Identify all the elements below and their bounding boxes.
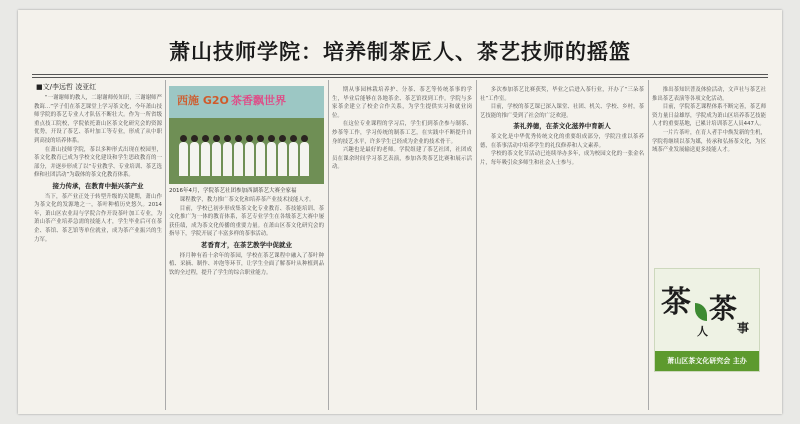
paragraph: 在这位专业课程的学习后，学生们到茶企参与制茶、炒茶等工作，学习传统的制茶工艺，在实践中不断提升自身的技艺水平，许多学生已经成为企业的技术骨干。 bbox=[332, 121, 472, 145]
newspaper-page bbox=[18, 10, 782, 414]
paragraph: 一片片茶叶，在育人者手中焕发新的生机，学院将继续以茶为媒，传承和弘扬茶文化，为区域茶产业发展输送更多技能人才。 bbox=[652, 129, 766, 154]
column-1 bbox=[34, 94, 162, 406]
paragraph: 茶文化是中华优秀传统文化的重要组成部分，学院注重以茶养德，在茶事活动中培养学生的礼仪修养和人文素养。 bbox=[480, 133, 644, 149]
column-3 bbox=[332, 86, 472, 408]
column-2 bbox=[169, 196, 324, 408]
logo-char: 茶 bbox=[709, 292, 738, 325]
headline-rule bbox=[32, 74, 768, 75]
subheading: 接力传承，在教育中振兴茶产业 bbox=[52, 181, 144, 190]
subheading: 茗香育才，在茶艺教学中促就业 bbox=[201, 240, 292, 249]
column-divider bbox=[328, 80, 329, 410]
column-divider bbox=[165, 80, 166, 410]
group-photo bbox=[169, 86, 324, 184]
subheading: 茶礼养德，在茶文化滋养中育新人 bbox=[513, 122, 611, 131]
paragraph: 课程教学，教力推广茶文化和培养茶产业技术技能人才。 bbox=[179, 197, 315, 203]
paragraph: 期从事园林栽培养护、分茶、茶艺等传统茶事的学生，毕业后能够在各地茶企、茶艺馆找到工作。学院与多家茶企建立了校企合作关系，为学生提供实习和就业岗位。 bbox=[332, 87, 472, 119]
column-5 bbox=[652, 86, 766, 262]
paragraph: 多次参加茶艺比赛获奖，毕业之后进入茶行业，开办了“三朵茶社”工作室。 bbox=[480, 87, 644, 102]
byline: ■文/李远哲 凌亚红 bbox=[36, 83, 97, 91]
logo-char: 人 bbox=[697, 325, 708, 338]
column-logo bbox=[654, 268, 760, 372]
paragraph: 兴趣也是最好的老师。学院组建了茶艺社团，社团成员在课余时间学习茶艺表演，参加各类茶艺比赛和展示活动。 bbox=[332, 147, 472, 171]
column-4 bbox=[480, 86, 644, 408]
banner-text-right: 茶香飘世界 bbox=[231, 94, 286, 107]
paragraph: 推出茶知识普及体验活动，文声社与茶艺社推出茶艺表演等各项文化活动。 bbox=[652, 87, 766, 102]
headline-rule-2 bbox=[32, 77, 768, 78]
paragraph: 择月种有着十余年的茶园，学校在茶艺课程中融入了茶叶种植、采摘、制作、冲泡等环节，让学生全面了解茶叶从种植到品饮的全过程，提升了学生的综合职业能力。 bbox=[169, 252, 324, 276]
column-divider bbox=[648, 80, 649, 410]
paragraph: 在萧山技师学院，茶以多种形式出现在校园里，茶文化教育已成为学校文化建设和学生思政教育的一部分，并逐步形成了以“专业教学、专业培训、茶艺选修和社团活动”为载体的茶文化教育体系。 bbox=[34, 146, 162, 179]
logo-footer: 萧山区茶文化研究会 主办 bbox=[655, 351, 759, 371]
paragraph: 学校的茶文化节活动已连续举办多年，成为校园文化的一张金名片，每年吸引众多师生和社会人士参与。 bbox=[480, 151, 644, 166]
logo-char: 事 bbox=[737, 321, 750, 335]
photo-people bbox=[179, 126, 314, 176]
paragraph: 目前，学校的茶艺课已深入课堂、社团、机关、学校、乡村，茶艺技能的推广受到了社会的广泛欢迎。 bbox=[480, 104, 644, 119]
paragraph: 目前，学校已初步形成集茶文化专业教育、茶技能培训、茶文化推广为一体的教育体系，茶艺专业学生在各级茶艺大赛中屡获佳绩，成为茶文化传播的重要力量。在萧山区茶文化研究会的指导下，学院开展了丰富多样的茶事活动。 bbox=[169, 205, 324, 238]
paragraph: “一谢谢师的教人，二谢谢师传知识，三谢谢师严教诲…”学子们在茶艺课堂上学习茶文化，今年萧山技师学院的茶艺专业人才队伍不断壮大。作为一所省级重点技工院校，学院依托萧山区茶文化研究会的资源优势，开设了茶艺、茶叶加工等专业，形成了从中职到高技的培养体系。 bbox=[34, 95, 162, 144]
paragraph: 当下，茶产业正处于转型升级的关键期，萧山作为茶文化的发源地之一，茶叶种植历史悠久。2014年，萧山区农业局与学院合作开设茶叶加工专业，为萧山茶产业培养急需的技能人才，学生毕业后可在茶企、茶馆、茶艺馆等单位就业，成为茶产业振兴的生力军。 bbox=[34, 193, 162, 243]
photo-banner bbox=[169, 86, 324, 118]
logo-char: 茶 bbox=[661, 285, 691, 320]
column-divider bbox=[476, 80, 477, 410]
photo-caption: 2016年4月，学院茶艺社团参加西湖茶艺大赛全家福 bbox=[169, 188, 297, 194]
headline: 萧山技师学院：培养制茶匠人、茶艺技师的摇篮 bbox=[169, 40, 631, 64]
banner-text-left: 西施 G2O bbox=[177, 94, 229, 107]
leaf-icon bbox=[695, 303, 707, 321]
paragraph: 目前，学院茶艺课程体系不断完善，茶艺师资力量日益雄厚，学院成为萧山区培养茶艺技能人才的重要基地，已累计培训茶艺人员447人。 bbox=[652, 104, 766, 128]
